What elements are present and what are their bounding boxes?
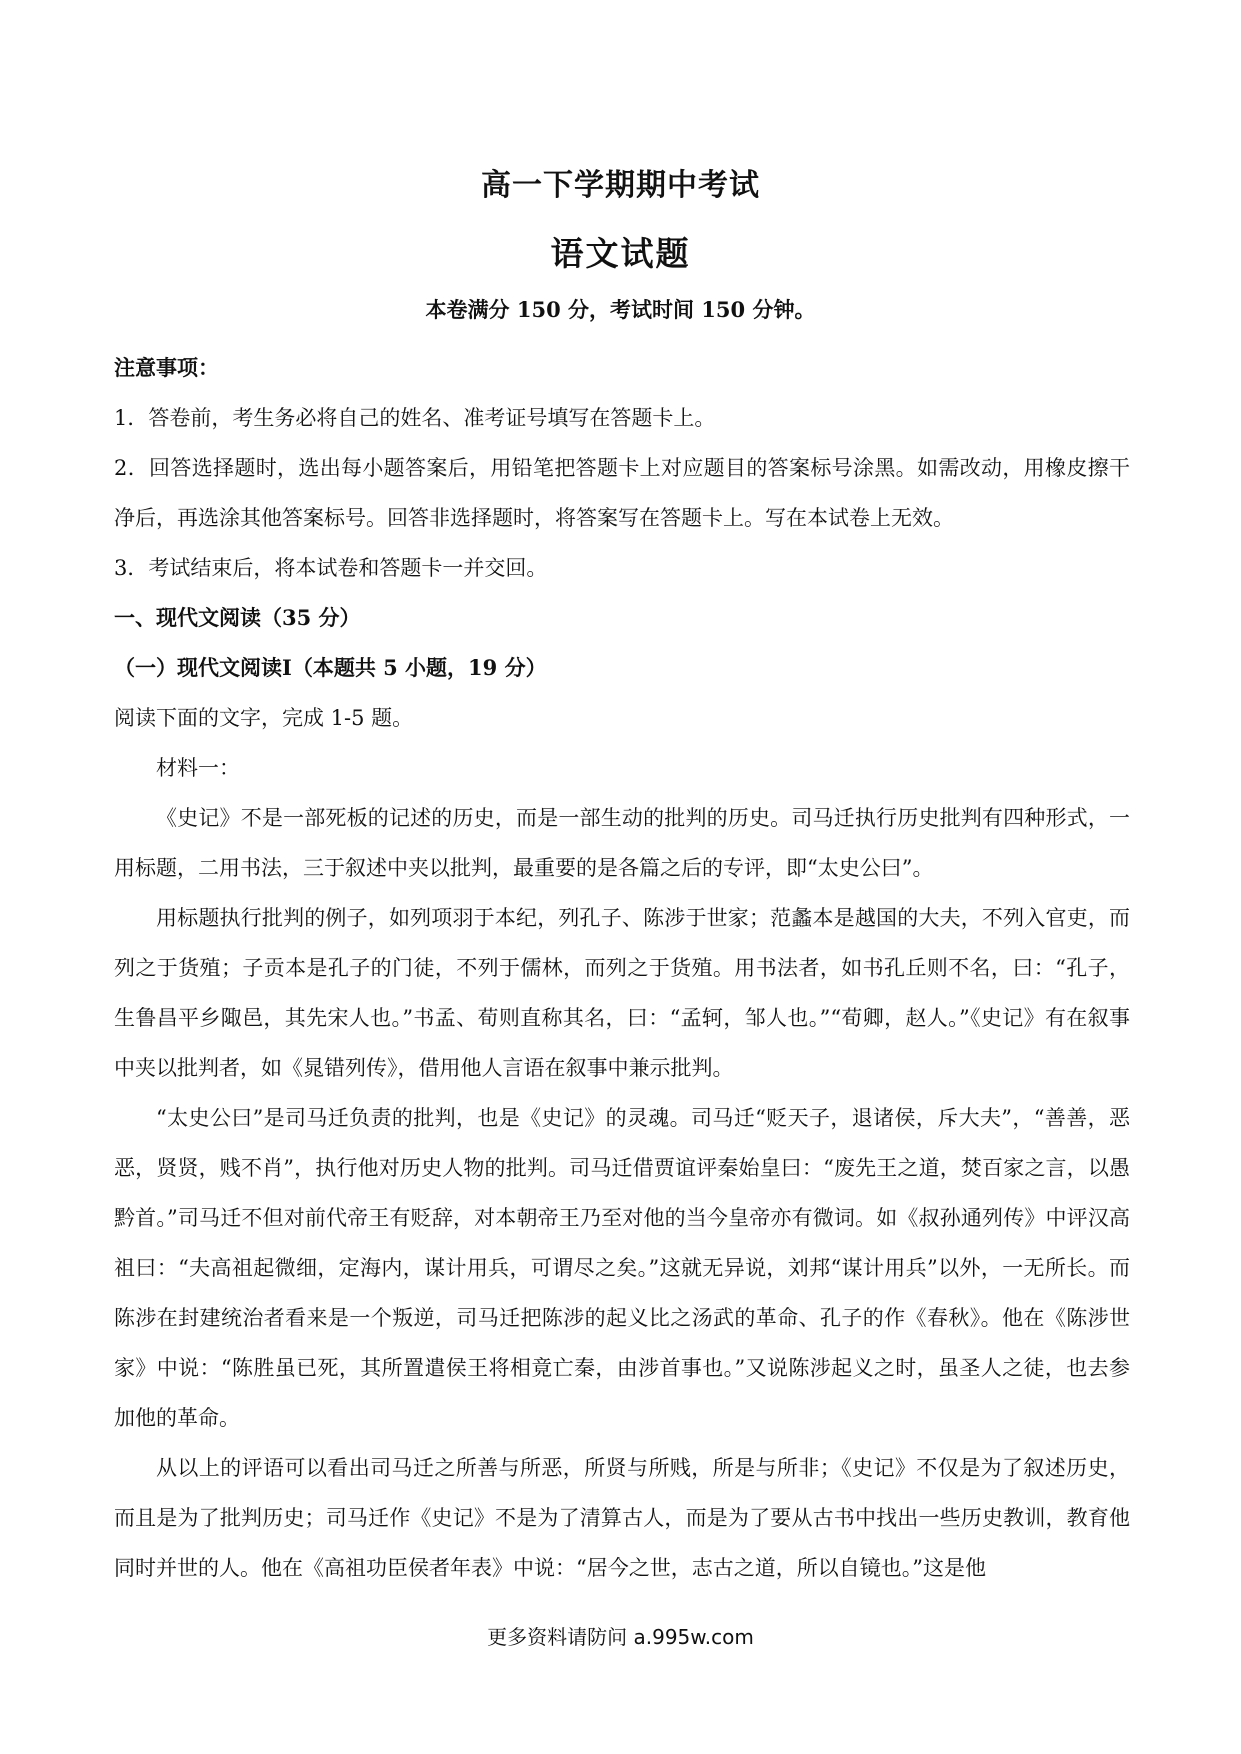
material-paragraph: 用标题执行批判的例子，如列项羽于本纪，列孔子、陈涉于世家；范蠡本是越国的大夫，不列入官吏，而列之于货殖；子贡本是孔子的门徒，不列于儒林，而列之于货殖。用书法者，如书孔丘则不名，曰：“孔子，生鲁昌平乡陬邑，其先宋人也。”书孟、荀则直称其名，曰：“孟轲，邹人也。”“荀卿，赵人。”《史记》有在叙事中夹以批判者，如《晁错列传》，借用他人言语在叙事中兼示批判。 [114,906,1130,1080]
notice-item-2: 2．回答选择题时，选出每小题答案后，用铅笔把答题卡上对应题目的答案标号涂黑。如需改动，用橡皮擦干净后，再选涂其他答案标号。回答非选择题时，将答案写在答题卡上。写在本试卷上无效。 [114,456,1130,530]
sub-section-heading: （一）现代文阅读Ⅰ（本题共 5 小题，19 分） [114,655,547,680]
material-paragraph: 从以上的评语可以看出司马迁之所善与所恶，所贤与所贱，所是与所非；《史记》不仅是为了叙述历史，而且是为了批判历史；司马迁作《史记》不是为了清算古人，而是为了要从古书中找出一些历史教训，教育他同时并世的人。他在《高祖功臣侯者年表》中说：“居今之世，志古之道，所以自镜也。”这是他 [114,1456,1130,1580]
subject-title: 语文试题 [550,234,691,273]
material-label: 材料一： [156,756,240,780]
material-paragraph: 《史记》不是一部死板的记述的历史，而是一部生动的批判的历史。司马迁执行历史批判有四种形式，一用标题，二用书法，三于叙述中夹以批判，最重要的是各篇之后的专评，即“太史公曰”。 [114,806,1130,880]
exam-title: 高一下学期期中考试 [481,168,760,203]
material-paragraph: “太史公曰”是司马迁负责的批判，也是《史记》的灵魂。司马迁“贬天子，退诸侯，斥大夫”，“善善，恶恶，贤贤，贱不肖”，执行他对历史人物的批判。司马迁借贾谊评秦始皇曰：“废先王之道，焚百家之言，以愚黔首。”司马迁不但对前代帝王有贬辞，对本朝帝王乃至对他的当今皇帝亦有微词。如《叔孙通列传》中评汉高祖曰：“夫高祖起微细，定海内，谋计用兵，可谓尽之矣。”这就无异说，刘邦“谋计用兵”以外，一无所长。而陈涉在封建统治者看来是一个叛逆，司马迁把陈涉的起义比之汤武的革命、孔子的作《春秋》。他在《陈涉世家》中说：“陈胜虽已死，其所置遣侯王将相竟亡秦，由涉首事也。”又说陈涉起义之时，虽圣人之徒，也去参加他的革命。 [114,1106,1130,1430]
notice-item-3: 3．考试结束后，将本试卷和答题卡一并交回。 [114,556,548,580]
exam-body [114,343,1130,1593]
notice-item-1: 1．答卷前，考生务必将自己的姓名、准考证号填写在答题卡上。 [114,406,716,430]
notice-heading: 注意事项： [114,355,219,380]
section-heading: 一、现代文阅读（35 分） [114,605,361,630]
footer-notice: 更多资料请防问 a.995w.com [487,1625,754,1649]
reading-instruction: 阅读下面的文字，完成 1-5 题。 [114,706,414,730]
score-info: 本卷满分 150 分，考试时间 150 分钟。 [425,297,816,322]
